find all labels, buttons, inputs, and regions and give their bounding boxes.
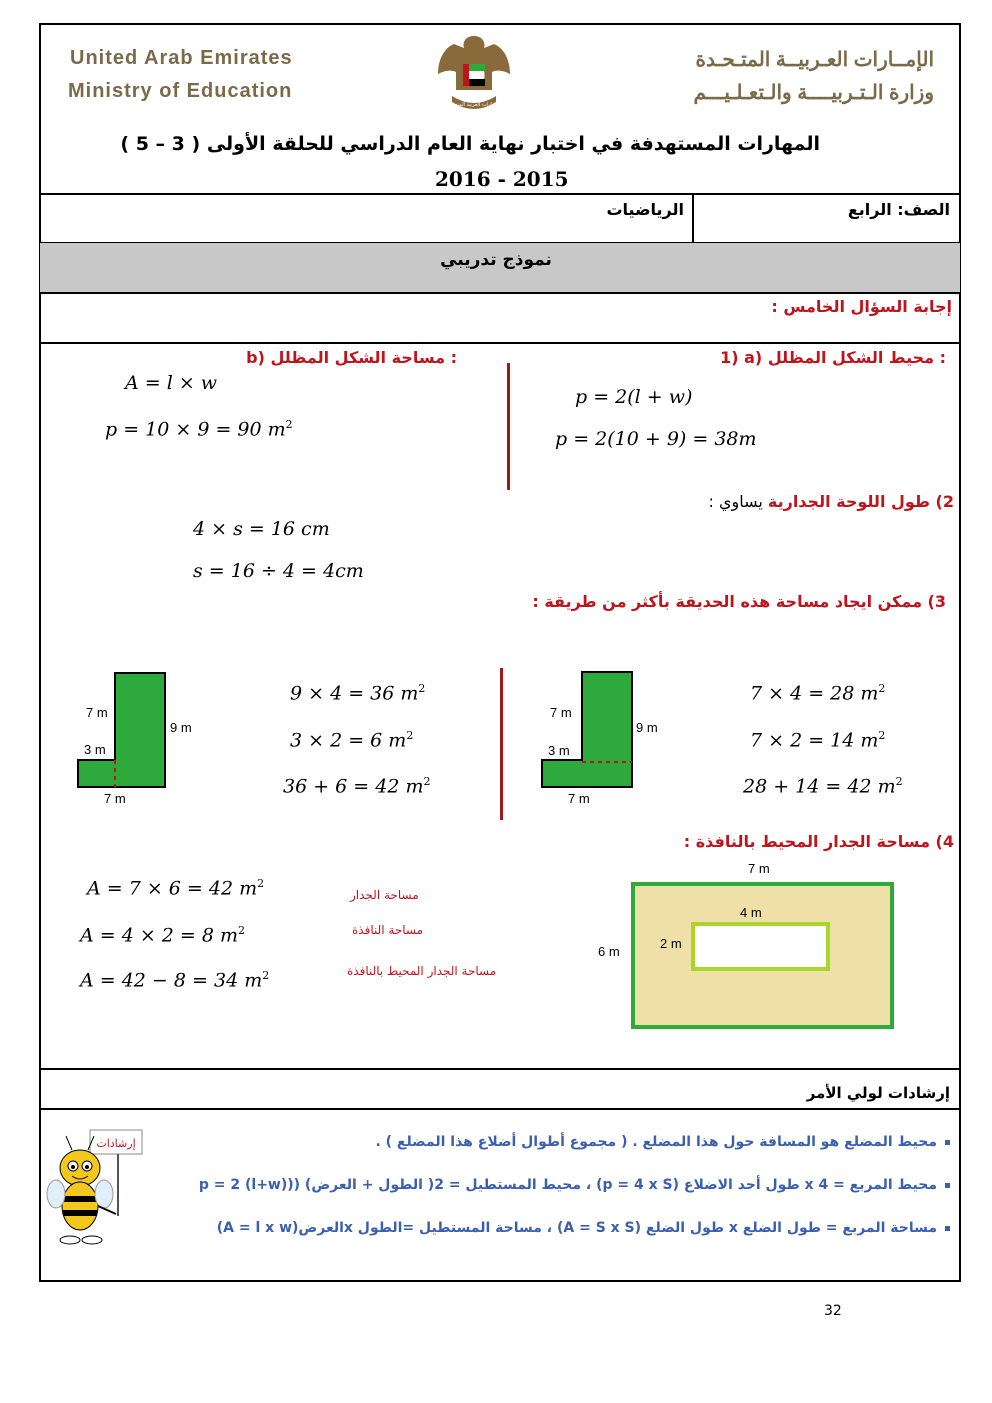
dim-window-height: 2 m bbox=[660, 936, 682, 951]
q3-left-eq3: 36 + 6 = 42 $m^2$ bbox=[283, 775, 431, 798]
dim-side: 9 m bbox=[170, 720, 192, 735]
dim-top: 7 m bbox=[550, 705, 572, 720]
dim-step: 3 m bbox=[84, 742, 106, 757]
q1b-formula: A = l × w bbox=[125, 372, 218, 394]
q3-right-eq3: 28 + 14 = 42 $m^2$ bbox=[743, 775, 903, 798]
q1a-formula: p = 2(l + w) bbox=[575, 386, 693, 408]
school-year: 2016 - 2015 bbox=[435, 167, 569, 191]
wall-window-figure bbox=[595, 858, 900, 1033]
ministry-ar-line1: الإمــارات العـربيــة المتـحـدة bbox=[695, 49, 934, 71]
q1b-result: p = 10 × 9 = 90 $m^2$ bbox=[105, 418, 293, 441]
q3-left-eq1: 9 × 4 = 36 $m^2$ bbox=[290, 682, 426, 705]
bee-mascot-icon bbox=[48, 1126, 148, 1251]
dim-top: 7 m bbox=[86, 705, 108, 720]
q3-right-eq2: 7 × 2 = 14 $m^2$ bbox=[750, 729, 886, 752]
sign-text: إرشادات bbox=[96, 1137, 136, 1150]
dim-bottom: 7 m bbox=[104, 791, 126, 806]
guidance-bullet-1: محيط المضلع هو المسافة حول هذا المضلع . ( مجموع أطوال أضلاع هذا المضلع ) . bbox=[375, 1134, 950, 1150]
ministry-ar-line2: وزارة الـتـربيــــة والـتعـلـيـــم bbox=[693, 82, 934, 104]
q2-label: 2) طول اللوحة الجدارية يساوي : bbox=[708, 492, 954, 511]
q4-eq2: A = 4 × 2 = 8 $m^2$ bbox=[80, 924, 246, 947]
note-wall-area: مساحة الجدار bbox=[350, 888, 419, 902]
banner-title: نموذج تدريبي bbox=[440, 250, 552, 270]
uae-emblem-logo bbox=[432, 30, 516, 118]
q3-left-eq2: 3 × 2 = 6 $m^2$ bbox=[290, 729, 414, 752]
garden-shape bbox=[78, 673, 165, 787]
dim-wall-width: 7 m bbox=[748, 861, 770, 876]
divider bbox=[39, 193, 961, 195]
answer-heading: إجابة السؤال الخامس : bbox=[771, 297, 952, 316]
divider bbox=[39, 1068, 961, 1070]
q1-separator bbox=[507, 363, 510, 490]
subject-label: الرياضيات bbox=[606, 200, 684, 219]
divider bbox=[39, 1108, 961, 1110]
guidance-bullet-2: محيط المربع = 4 x طول أحد الاضلاع (p = 4 x S) ، محيط المستطيل = 2( الطول + العرض) ((p = 2 (l+w) bbox=[199, 1177, 950, 1193]
dim-bottom: 7 m bbox=[568, 791, 590, 806]
q4-label: 4) مساحة الجدار المحيط بالنافذة : bbox=[683, 832, 954, 851]
q3-right-eq1: 7 × 4 = 28 $m^2$ bbox=[750, 682, 886, 705]
guidance-bullet-3: مساحة المربع = طول الضلع x طول الضلع (A = S x S) ، مساحة المستطيل =الطول xالعرض(A = l x w) bbox=[217, 1220, 950, 1236]
garden-figure-right bbox=[520, 660, 658, 810]
window-rect bbox=[693, 924, 828, 969]
svg-text:الإمارات العربية المتحدة: الإمارات العربية المتحدة bbox=[449, 102, 499, 108]
q2-eq1: 4 × s = 16 cm bbox=[193, 518, 330, 540]
garden-shape bbox=[542, 672, 632, 787]
ministry-en-line2: Ministry of Education bbox=[68, 80, 293, 102]
ministry-en-line1: United Arab Emirates bbox=[70, 47, 293, 69]
dim-step: 3 m bbox=[548, 743, 570, 758]
q1a-label: 1) a) محيط الشكل المظلل : bbox=[720, 348, 946, 367]
q3-separator bbox=[500, 668, 503, 820]
q4-eq3: A = 42 − 8 = 34 $m^2$ bbox=[80, 969, 270, 992]
dim-window-width: 4 m bbox=[740, 905, 762, 920]
note-window-area: مساحة النافذة bbox=[352, 923, 424, 937]
dim-side: 9 m bbox=[636, 720, 658, 735]
divider bbox=[39, 342, 961, 344]
dim-wall-height: 6 m bbox=[598, 944, 620, 959]
q1b-label: b) مساحة الشكل المظلل : bbox=[246, 348, 457, 367]
q4-eq1: A = 7 × 6 = 42 $m^2$ bbox=[87, 877, 265, 900]
grade-label: الصف: الرابع bbox=[847, 200, 950, 219]
document-title: المهارات المستهدفة في اختبار نهاية العام الدراسي للحلقة الأولى ( 3 – 5 ) bbox=[120, 133, 820, 155]
page-number: 32 bbox=[824, 1303, 842, 1319]
guidance-title: إرشادات لولي الأمر bbox=[806, 1084, 950, 1102]
q1a-result: p = 2(10 + 9) = 38m bbox=[555, 428, 757, 450]
q3-label: 3) ممكن ايجاد مساحة هذه الحديقة بأكثر من طريقة : bbox=[532, 592, 946, 611]
divider bbox=[39, 292, 961, 294]
note-remaining-area: مساحة الجدار المحيط بالنافذة bbox=[347, 964, 497, 978]
info-divider bbox=[692, 193, 694, 242]
q2-eq2: s = 16 ÷ 4 = 4cm bbox=[193, 560, 364, 582]
garden-figure-left bbox=[58, 660, 208, 810]
